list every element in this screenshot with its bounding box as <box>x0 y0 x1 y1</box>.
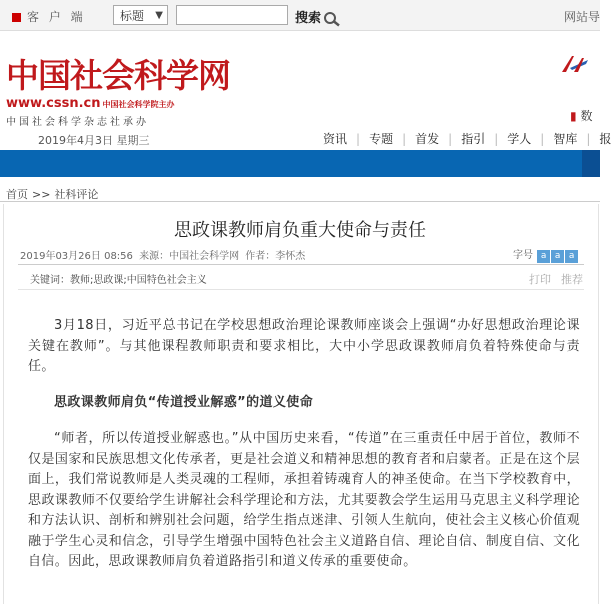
article-tools <box>519 271 583 287</box>
channel-bar <box>0 150 600 177</box>
client-label: 客 户 端 <box>27 10 86 24</box>
site-nav-link[interactable]: 网站导 <box>564 10 601 24</box>
search-button[interactable] <box>295 7 341 27</box>
article-author: 作者：李怀杰 <box>245 251 306 262</box>
article-subheading: 思政课教师肩负“传道授业解惑”的道义使命 <box>54 394 314 410</box>
breadcrumb-separator: >> <box>32 188 51 201</box>
font-size-medium-button[interactable]: a <box>551 250 564 263</box>
site-logo[interactable]: 中国社会科学网 <box>6 56 230 95</box>
client-icon <box>12 13 21 22</box>
nav-item-thinktank[interactable]: 智库 <box>553 132 578 146</box>
logo-url-text: www.cssn.cn <box>6 96 101 111</box>
nav-item-topics[interactable]: 专题 <box>369 132 394 146</box>
nav-separator: | <box>402 132 407 146</box>
nav-separator: | <box>356 132 361 146</box>
channel-bar-end <box>582 150 600 177</box>
chevron-down-icon: ▼ <box>155 10 163 21</box>
search-icon <box>323 11 341 27</box>
nav-item-report[interactable]: 报 <box>599 132 611 146</box>
nav-separator: | <box>494 132 499 146</box>
breadcrumb-home[interactable]: 首页 <box>6 188 28 201</box>
logo-sponsor: 中国社会科学院主办 <box>102 100 175 109</box>
nav-item-first-release[interactable]: 首发 <box>415 132 440 146</box>
divider <box>0 201 600 202</box>
article-paragraph: “师者，所以传道授业解惑也。”从中国历史来看，“传道”在三重责任中居于首位，教师不仅是国家和民族思想文化传承者，更是社会道义和精神思想的教育者和启蒙者。正是在这个层面上，我们常说教师是人类灵魂的工程师，承担着铸魂育人的神圣使命。在当下学校教育中，思政课教师不仅要给学生讲解社会科学理论和方法，尤其要教会学生运用马克思主义科学理论和方法认识、剖析和辨别社会问题，给学生指点迷津、引领人生航向，使社会主义核心价值观融于学生心灵和信念，引导学生增强中国特色社会主义道路自信、理论自信、制度自信、文化自信。因此，思政课教师肩负着道路指引和道义传承的重要使命。 <box>28 431 580 569</box>
font-size-control <box>513 246 578 263</box>
logo-publisher: 中国社会科学杂志社承办 <box>6 117 149 128</box>
nav-item-guide[interactable]: 指引 <box>461 132 486 146</box>
search-button-label: 搜索 <box>295 11 322 26</box>
search-input[interactable] <box>176 5 288 25</box>
nav-separator: | <box>448 132 453 146</box>
top-toolbar <box>0 0 600 31</box>
article-paragraph: 3月18日，习近平总书记在学校思想政治理论课教师座谈会上强调“办好思想政治理论课关键在教师”。与其他课程教师职责和要求相比，大中小学思政课教师肩负着特殊使命与责任。 <box>28 318 580 374</box>
nav-separator: | <box>540 132 545 146</box>
font-size-large-button[interactable]: a <box>537 250 550 263</box>
print-button[interactable]: 打印 <box>529 273 551 286</box>
breadcrumb <box>6 186 98 202</box>
nav-item-news[interactable]: 资讯 <box>323 132 348 146</box>
nav-separator: | <box>586 132 591 146</box>
font-size-label: 字号 <box>513 250 533 261</box>
article-meta <box>20 247 308 262</box>
nav-item-scholars[interactable]: 学人 <box>507 132 532 146</box>
article-keywords: 关键词：教师;思政课;中国特色社会主义 <box>30 275 207 286</box>
search-type-select[interactable] <box>113 5 168 25</box>
divider <box>18 264 584 265</box>
font-size-small-button[interactable]: a <box>565 250 578 263</box>
divider <box>18 289 584 290</box>
article-source: 来源：中国社会科学网 <box>139 251 240 262</box>
article-date: 2019年03月26日 08:56 <box>20 251 133 262</box>
side-link[interactable] <box>570 107 592 124</box>
current-date: 2019年4月3日 星期三 <box>38 134 150 147</box>
client-link[interactable] <box>12 8 86 25</box>
recommend-button[interactable]: 推荐 <box>561 273 583 286</box>
side-link-label: 数 <box>580 109 593 123</box>
article-title: 思政课教师肩负重大使命与责任 <box>174 220 426 241</box>
emblem-icon <box>560 54 590 74</box>
search-type-value: 标题 <box>120 9 145 23</box>
breadcrumb-section[interactable]: 社科评论 <box>54 188 99 201</box>
main-nav <box>323 130 611 147</box>
book-icon: ▮ <box>570 109 577 123</box>
article-body <box>28 316 580 588</box>
logo-url <box>6 96 174 111</box>
